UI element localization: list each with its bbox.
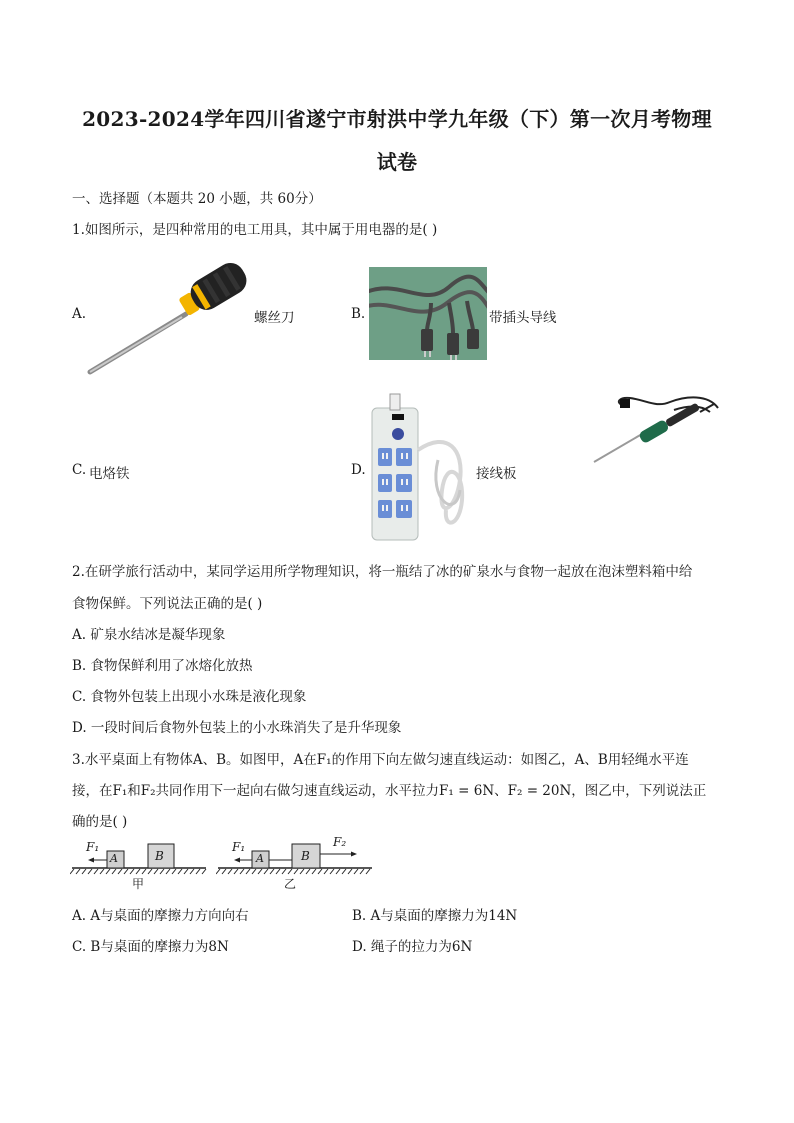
page-title-cont: 试卷 xyxy=(376,150,418,174)
question-3-stem-end: 确的是( ) xyxy=(72,814,128,830)
fig-a-block-b-label: B xyxy=(155,849,164,863)
q3-option-b: B. A与桌面的摩擦力为14N xyxy=(352,908,518,924)
q3-option-c: C. B与桌面的摩擦力为8N xyxy=(72,939,229,955)
q2-option-a: A. 矿泉水结冰是凝华现象 xyxy=(72,627,226,643)
q1-option-b-key: B. xyxy=(351,306,366,322)
q1-option-d-key: D. xyxy=(351,462,366,478)
q2-option-d: D. 一段时间后食物外包装上的小水珠消失了是升华现象 xyxy=(72,720,402,736)
q3-option-a: A. A与桌面的摩擦力方向向右 xyxy=(72,908,249,924)
fig-a-f1-label: F₁ xyxy=(86,840,100,854)
q2-option-b: B. 食物保鲜利用了冰熔化放热 xyxy=(72,658,253,674)
fig-b-block-b-label: B xyxy=(301,849,310,863)
fig-b-caption: 乙 xyxy=(284,877,297,891)
q1-option-a-key: A. xyxy=(72,306,87,322)
fig-b-f1-label: F₁ xyxy=(232,840,246,854)
fig-a-caption: 甲 xyxy=(132,877,145,891)
q1-option-a-label: 螺丝刀 xyxy=(254,310,295,326)
section-heading: 一、选择题（本题共 20 小题，共 60分） xyxy=(72,191,322,207)
q2-option-c: C. 食物外包装上出现小水珠是液化现象 xyxy=(72,689,307,705)
question-1-stem: 1.如图所示，是四种常用的电工用具，其中属于用电器的是( ) xyxy=(72,222,438,238)
fig-b-block-a-label: A xyxy=(256,852,264,865)
question-3-stem-cont: 接，在F₁和F₂共同作用下一起向右做匀速直线运动，水平拉力F₁ = 6N、F₂ = 20N，图乙中，下列说法正 xyxy=(72,783,707,799)
question-3-stem: 3.水平桌面上有物体A、B。如图甲，A在F₁的作用下向左做匀速直线运动：如图乙，A、B用轻绳水平连 xyxy=(72,752,689,768)
question-2-stem-cont: 食物保鲜。下列说法正确的是( ) xyxy=(72,596,263,612)
fig-b-f2-label: F₂ xyxy=(333,835,347,849)
screwdriver-image xyxy=(86,250,256,378)
soldering-iron-image xyxy=(590,390,724,466)
q1-option-d-label: 接线板 xyxy=(476,466,517,482)
q3-option-d: D. 绳子的拉力为6N xyxy=(352,939,473,955)
page-title: 2023-2024学年四川省遂宁市射洪中学九年级（下）第一次月考物理 xyxy=(82,107,712,131)
q1-option-c-key: C. xyxy=(72,462,87,478)
q1-option-c-label: 电烙铁 xyxy=(89,466,130,482)
plug-cable-image xyxy=(369,267,487,360)
q1-option-b-label: 带插头导线 xyxy=(489,310,557,326)
power-strip-image xyxy=(368,390,476,546)
question-2-stem: 2.在研学旅行活动中，某同学运用所学物理知识，将一瓶结了冰的矿泉水与食物一起放在泡沫塑料箱中给 xyxy=(72,564,693,580)
fig-a-block-a-label: A xyxy=(110,852,118,865)
